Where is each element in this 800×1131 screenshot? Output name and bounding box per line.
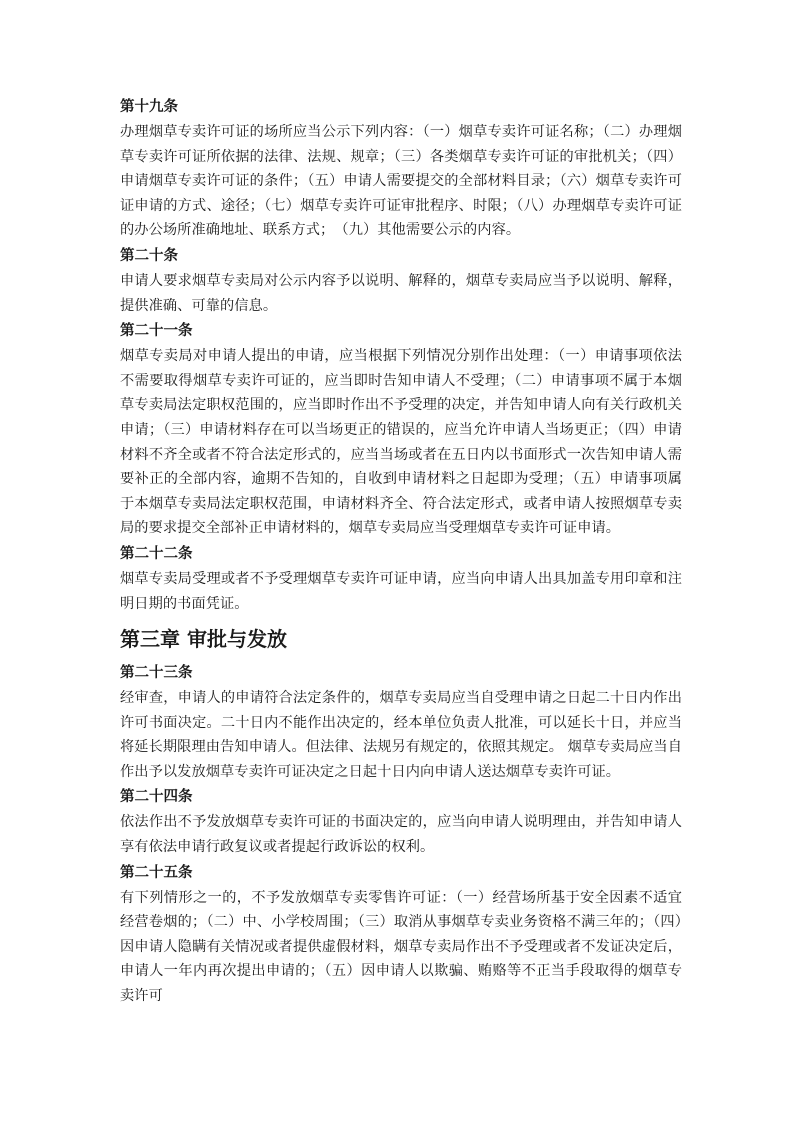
article-body: 烟草专卖局受理或者不予受理烟草专卖许可证申请，应当向申请人出具加盖专用印章和注明日期的书面凭证。 (120, 570, 682, 612)
chapter-title: 第三章 审批与发放 (120, 627, 287, 652)
article-24 (120, 786, 682, 859)
article-title: 第二十五条 (120, 864, 193, 881)
article-body: 经审查，申请人的申请符合法定条件的，烟草专卖局应当自受理申请之日起二十日内作出许可书面决定。二十日内不能作出决定的，经本单位负责人批准，可以延长十日，并应当将延长期限理由告知申请人。但法律、法规另有规定的，依照其规定。 烟草专卖局应当自作出予以发放烟草专卖许可证决定之日起十日内向申请人送达烟草专卖许可证。 (120, 690, 682, 780)
article-title: 第二十三条 (120, 665, 193, 682)
article-20 (120, 245, 682, 318)
article-title: 第二十二条 (120, 545, 193, 562)
article-25 (120, 862, 682, 1009)
article-22 (120, 543, 682, 616)
article-21 (120, 320, 682, 541)
article-title: 第二十四条 (120, 789, 193, 806)
article-19 (120, 96, 682, 243)
article-title: 第二十条 (120, 247, 178, 264)
article-body: 申请人要求烟草专卖局对公示内容予以说明、解释的，烟草专卖局应当予以说明、解释，提供准确、可靠的信息。 (120, 272, 682, 314)
article-body: 办理烟草专卖许可证的场所应当公示下列内容：（一）烟草专卖许可证名称；（二）办理烟草专卖许可证所依据的法律、法规、规章；（三）各类烟草专卖许可证的审批机关；（四）申请烟草专卖许可证的条件；（五）申请人需要提交的全部材料目录；（六）烟草专卖许可证申请的方式、途径；（七）烟草专卖许可证审批程序、时限；（八）办理烟草专卖许可证的办公场所准确地址、联系方式； （九）其他需要公示的内容。 (120, 124, 682, 239)
article-23 (120, 662, 682, 784)
article-title: 第二十一条 (120, 323, 193, 340)
article-body: 依法作出不予发放烟草专卖许可证的书面决定的，应当向申请人说明理由，并告知申请人享有依法申请行政复议或者提起行政诉讼的权利。 (120, 814, 682, 856)
article-body: 有下列情形之一的，不予发放烟草专卖零售许可证：（一）经营场所基于安全因素不适宜经营卷烟的；（二）中、小学校周围；（三）取消从事烟草专卖业务资格不满三年的；（四）因申请人隐瞒有关情况或者提供虚假材料，烟草专卖局作出不予受理或者不发证决定后，申请人一年内再次提出申请的；（五）因申请人以欺骗、贿赂等不正当手段取得的烟草专卖许可 (120, 889, 682, 1005)
article-body: 烟草专卖局对申请人提出的申请，应当根据下列情况分别作出处理：（一）申请事项依法不需要取得烟草专卖许可证的，应当即时告知申请人不受理；（二）申请事项不属于本烟草专卖局法定职权范围的，应当即时作出不予受理的决定，并告知申请人向有关行政机关申请；（三）申请材料存在可以当场更正的错误的，应当允许申请人当场更正；（四）申请材料不齐全或者不符合法定形式的，应当当场或者在五日内以书面形式一次告知申请人需要补正的全部内容，逾期不告知的，自收到申请材料之日起即为受理；（五）申请事项属于本烟草专卖局法定职权范围，申请材料齐全、符合法定形式，或者申请人按照烟草专卖局的要求提交全部补正申请材料的，烟草专卖局应当受理烟草专卖许可证申请。 (120, 348, 682, 537)
document-page (120, 96, 682, 1011)
article-title: 第十九条 (120, 99, 178, 115)
